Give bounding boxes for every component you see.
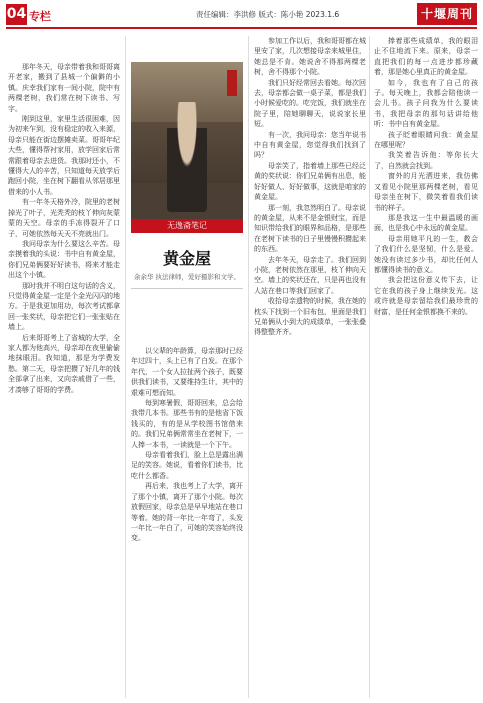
column-divider: [248, 36, 249, 698]
paragraph: 刚到这里，家里生活很困难，因为初来乍到，没有稳定的收入来源，母亲只能在街边摆摊卖菜。哥哥年纪大些，懂得帮衬家用，放学回家后常常跟着母亲去进货。我那时还小，不懂得大人的辛苦，只知道每天放学后跑回小院，坐在树下翻看从邻居那里借来的小人书。: [8, 115, 120, 196]
paragraph: 捧着那些成绩单，我的眼泪止不住地流下来。原来，母亲一直把我们的每一点进步都珍藏着，那是她心里真正的黄金屋。: [374, 37, 478, 77]
page-number: 04: [6, 4, 27, 25]
header-rule: [6, 27, 477, 29]
paragraph: 如今，我也有了自己的孩子。每天晚上，我都会陪他读一会儿书。孩子问我为什么要读书，我把母亲的那句话讲给他听：书中自有黄金屋。: [374, 78, 478, 129]
paragraph: 有一次，我问母亲：您当年说书中自有黄金屋，您觉得我们找到了吗？: [254, 130, 366, 160]
paragraph: 每到寒暑假，哥哥回来，总会给我带几本书。那些书有的是他省下饭钱买的，有的是从学校图书馆借来的。我们兄弟俩常常坐在老树下，一人捧一本书，一读就是一个下午。: [131, 399, 243, 449]
paragraph: 母亲笑了，指着墙上那些已经泛黄的奖状说：你们兄弟俩有出息，能好好做人、好好做事，这就是咱家的黄金屋。: [254, 161, 366, 202]
paragraph: 那是我这一生中最温暖的画面，也是我心中永远的黄金屋。: [374, 213, 478, 233]
paragraph: 母亲看着我们，脸上总是露出满足的笑容。她说，看着你们读书，比吃什么都香。: [131, 451, 243, 480]
paragraph: 我问母亲为什么要这么辛苦。母亲摸着我的头说：书中自有黄金屋，你们兄弟俩要好好读书，将来才能走出这个小镇。: [8, 239, 120, 280]
text-column-4: [374, 36, 478, 698]
page-header: [0, 0, 483, 36]
paragraph: 以父辈的年龄算，母亲那时已经年过四十，头上已有了白发。在那个年代，一个女人拉扯两个孩子，既要供我们读书，又要维持生计，其中的艰难可想而知。: [131, 347, 243, 397]
paragraph: 我们只好经常回去看她。每次回去，母亲都会做一桌子菜，都是我们小时候爱吃的。吃完饭，我们就坐在院子里，陪她聊聊天，说说家长里短。: [254, 78, 366, 129]
paragraph: 收拾母亲遗物的时候，我在她的枕头下找到一个旧布包，里面是我们兄弟俩从小到大的成绩单，一张张叠得整整齐齐。: [254, 297, 366, 337]
paragraph: 窗外的月光洒进来，我仿佛又看见小院里那两棵老树，看见母亲坐在树下，微笑着看我们读书的样子。: [374, 172, 478, 212]
article-title: 黄金屋: [162, 249, 211, 268]
paragraph: 那年冬天，母亲带着我和哥哥离开老家，搬到了县城一个偏僻的小镇。庆幸我们家有一间小院，院中有两棵老树，我们常在树下读书、写字。: [8, 63, 120, 113]
paragraph: 去年冬天，母亲走了。我们回到小院，老树依然在那里，枝丫伸向天空。墙上的奖状还在，只是再也没有人站在巷口等我们回家了。: [254, 255, 366, 295]
column-divider: [125, 36, 126, 698]
paragraph: 有一年冬天格外冷，院里的老树掉光了叶子，光秃秃的枝丫伸向灰蒙蒙的天空。母亲的手冻得裂开了口子，可她依然每天天不亮就出门。: [8, 198, 120, 238]
column-caption: 无逸斋笔记: [131, 219, 243, 233]
paragraph: 我笑着告诉他：等你长大了，自然就会找到。: [374, 151, 478, 170]
masthead-logo: 十堰周刊: [417, 3, 477, 25]
paragraph: 我会把这份意义传下去，让它在我的孩子身上继续发光。这或许就是母亲留给我们最珍贵的财富，是任何金银都换不来的。: [374, 276, 478, 316]
text-column-3: [254, 36, 366, 698]
author-photo: [131, 62, 243, 219]
section-name: 专栏: [29, 10, 51, 23]
editor-credits: 责任编辑：李洪修 版式：陈小艳 2023.1.6: [196, 10, 340, 19]
paragraph: 后来哥哥考上了省城的大学，全家人都为他高兴，母亲却在夜里偷偷地抹眼泪。我知道，那是为学费发愁。第二天，母亲把攒了好几年的钱全部拿了出来，又向亲戚借了一些，才凑够了哥哥的学费。: [8, 333, 120, 394]
text-column-1: [8, 62, 120, 698]
article-byline: 余余华 执法律师，爱好摄影和文学。: [133, 273, 241, 281]
paragraph: 再后来，我也考上了大学，离开了那个小镇，离开了那个小院。每次放假回家，母亲总是早早地站在巷口等着。她的背一年比一年弯了，头发一年比一年白了，可她的笑容始终没变。: [131, 482, 243, 543]
text-column-2: [131, 346, 243, 698]
column-divider: [369, 36, 370, 698]
paragraph: 那时我并不明白这句话的含义，只觉得黄金屋一定是个金光闪闪的地方。于是我更加用功，每次考试都拿回一张奖状，母亲把它们一张张贴在墙上。: [8, 281, 120, 332]
paragraph: 孩子眨着眼睛问我：黄金屋在哪里呢？: [374, 130, 478, 150]
paragraph: 参加工作以后，我和哥哥都在城里安了家，几次想接母亲来城里住，她总是不肯。她说舍不得那两棵老树，舍不得那个小院。: [254, 37, 366, 77]
paragraph: 那一刻，我忽然明白了。母亲说的黄金屋，从来不是金银财宝，而是知识带给我们的眼界和品格，是那些在老树下读书的日子里慢慢积攒起来的东西。: [254, 203, 366, 254]
paragraph: 母亲用她平凡的一生，教会了我们什么是坚韧，什么是爱。她没有读过多少书，却比任何人都懂得读书的意义。: [374, 234, 478, 274]
title-divider: [131, 288, 243, 289]
